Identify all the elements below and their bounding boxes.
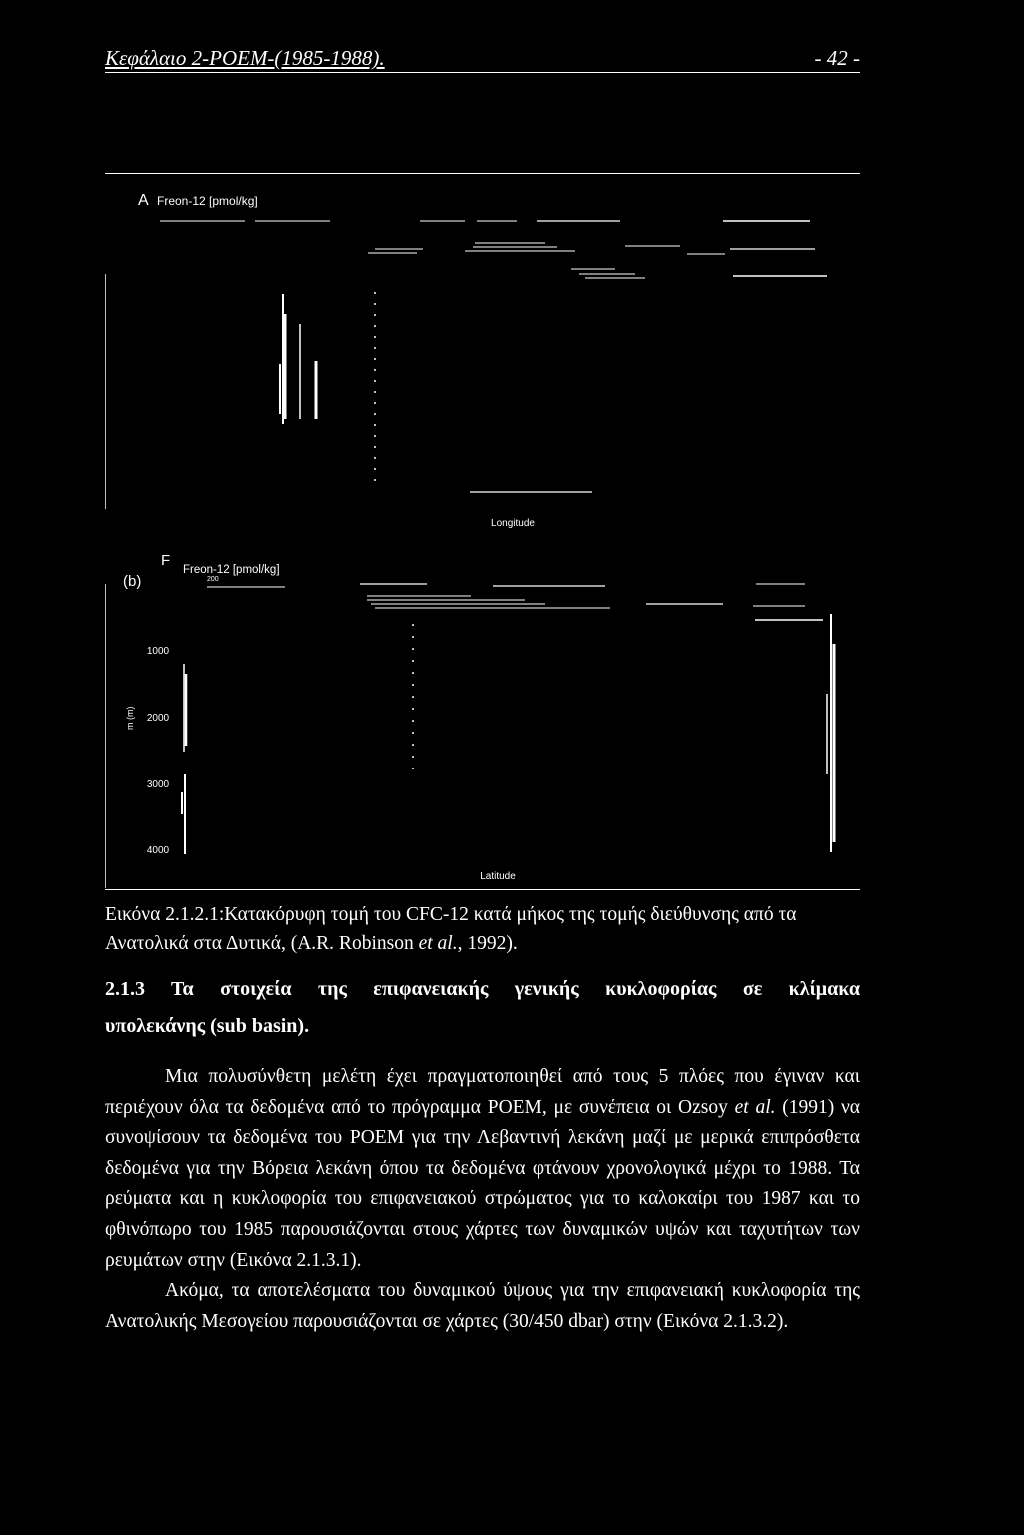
panel-b-letter: F [161,552,171,569]
figure-canvas [105,174,860,889]
cfc12-section-figure [105,173,860,890]
chapter-title: Κεφάλαιο 2-POEM-(1985-1988). [105,46,385,70]
panel-b-tag: (b) [123,573,142,590]
caption-text-end: , 1992). [457,933,518,954]
caption-text: Εικόνα 2.1.2.1:Κατακόρυφη τομή του CFC-12 κατά μήκος της τομής διεύθυνσης από τα Ανατολικά στα Δυτικά, (A.R. Robinson [105,904,797,954]
panel-a-axis-label: Longitude [491,518,535,529]
panel-a-contours [105,221,827,509]
page-number: - 42 - [814,46,860,70]
section-heading [105,971,860,1045]
panel-b-axis-label: Latitude [480,871,516,882]
paragraph-1-italic: et al. [734,1096,776,1118]
body-text [105,1062,860,1337]
paragraph-2: Ακόμα, τα αποτελέσματα του δυναμικού ύψους για την επιφανειακή κυκλοφορία της Ανατολικής Μεσογείου παρουσιάζονται σε χάρτες (30/450 dbar) στην (Εικόνα 2.1.3.2). [105,1280,860,1332]
panel-a-title: Freon-12 [pmol/kg] [157,194,258,208]
y-tick-label: 4000 [146,845,170,856]
paragraph-1-text: Μια πολυσύνθετη μελέτη έχει πραγματοποιηθεί από τους 5 πλόες που έγιναν και περιέχουν όλα τα δεδομένα από το πρόγραμμα POEM, με συνέπεια οι Ozsoy [105,1066,860,1118]
section-heading-line2: υπολεκάνης (sub basin). [105,1015,310,1037]
panel-b-title: Freon-12 [pmol/kg] [183,564,280,576]
paragraph-1 [105,1062,860,1276]
panel-a-letter: A [138,192,149,209]
y-tick-label: 2000 [146,713,170,724]
page-header [105,44,860,73]
paragraph-1-text-end: (1991) να συνοψίσουν τα δεδομένα του POEM για την Λεβαντινή λεκάνη μαζί με μερικά επιπρόσθετα δεδομένα για την Βόρεια λεκάνη όπου τα δεδομένα φτάνουν χρονολογικά μέχρι το 1988. Τα ρεύματα και η κυκλοφορία του επιφανειακού στρώματος για το καλοκαίρι του 1987 και το φθινόπωρο του 1985 παρουσιάζονται στους χάρτες των δυναμικών υψών και ταχυτήτων των ρευμάτων στην (Εικόνα 2.1.3.1). [105,1096,860,1271]
panel-b-y-axis-label: m (m) [125,706,135,730]
section-heading-line1: 2.1.3 Τα στοιχεία της επιφανειακής γενικής κυκλοφορίας σε κλίμακα [105,978,860,1000]
y-tick-label: 1000 [146,646,170,657]
figure-caption [105,900,860,958]
panel-b-y-ticks [147,646,170,856]
panel-b-contours [105,584,834,888]
panel-b-small-mark: 200 [207,576,219,583]
y-tick-label: 3000 [146,779,170,790]
caption-italic: et al. [418,933,458,954]
